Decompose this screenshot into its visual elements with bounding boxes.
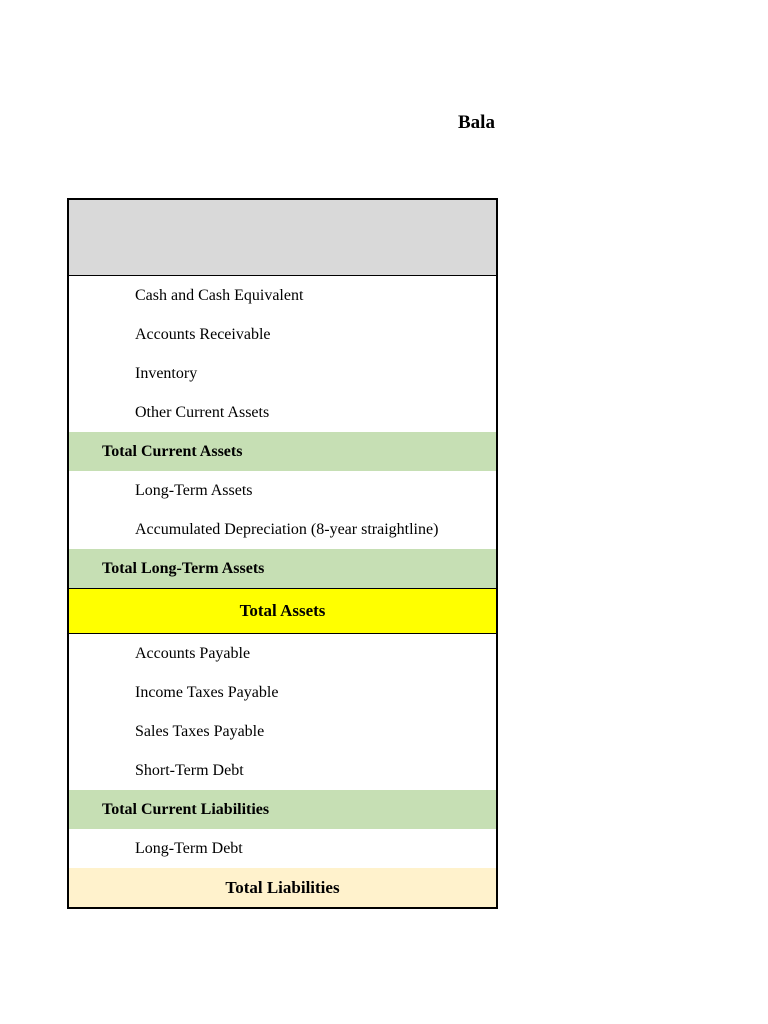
- row-other-current-assets: Other Current Assets: [135, 404, 270, 421]
- row-long-term-debt: Long-Term Debt: [135, 840, 243, 857]
- row-cash: Cash and Cash Equivalent: [135, 287, 304, 304]
- row-total-current-liabilities: Total Current Liabilities: [69, 790, 496, 829]
- row-accounts-receivable: Accounts Receivable: [135, 326, 271, 343]
- row-accounts-payable: Accounts Payable: [135, 645, 251, 662]
- balance-sheet-table: [67, 198, 498, 909]
- row-long-term-assets: Long-Term Assets: [135, 482, 253, 499]
- row-total-current-assets: Total Current Assets: [69, 432, 496, 471]
- row-total-liabilities: Total Liabilities: [69, 868, 496, 907]
- row-sales-taxes-payable: Sales Taxes Payable: [135, 723, 265, 740]
- row-total-long-term-assets: Total Long-Term Assets: [69, 549, 496, 588]
- row-inventory: Inventory: [135, 365, 198, 382]
- row-total-assets: Total Assets: [69, 588, 496, 634]
- sheet-title: Bala: [458, 112, 495, 133]
- row-short-term-debt: Short-Term Debt: [135, 762, 244, 779]
- row-income-taxes-payable: Income Taxes Payable: [135, 684, 279, 701]
- row-accumulated-depreciation: Accumulated Depreciation (8-year straightline): [135, 521, 439, 538]
- header-row: [69, 200, 496, 276]
